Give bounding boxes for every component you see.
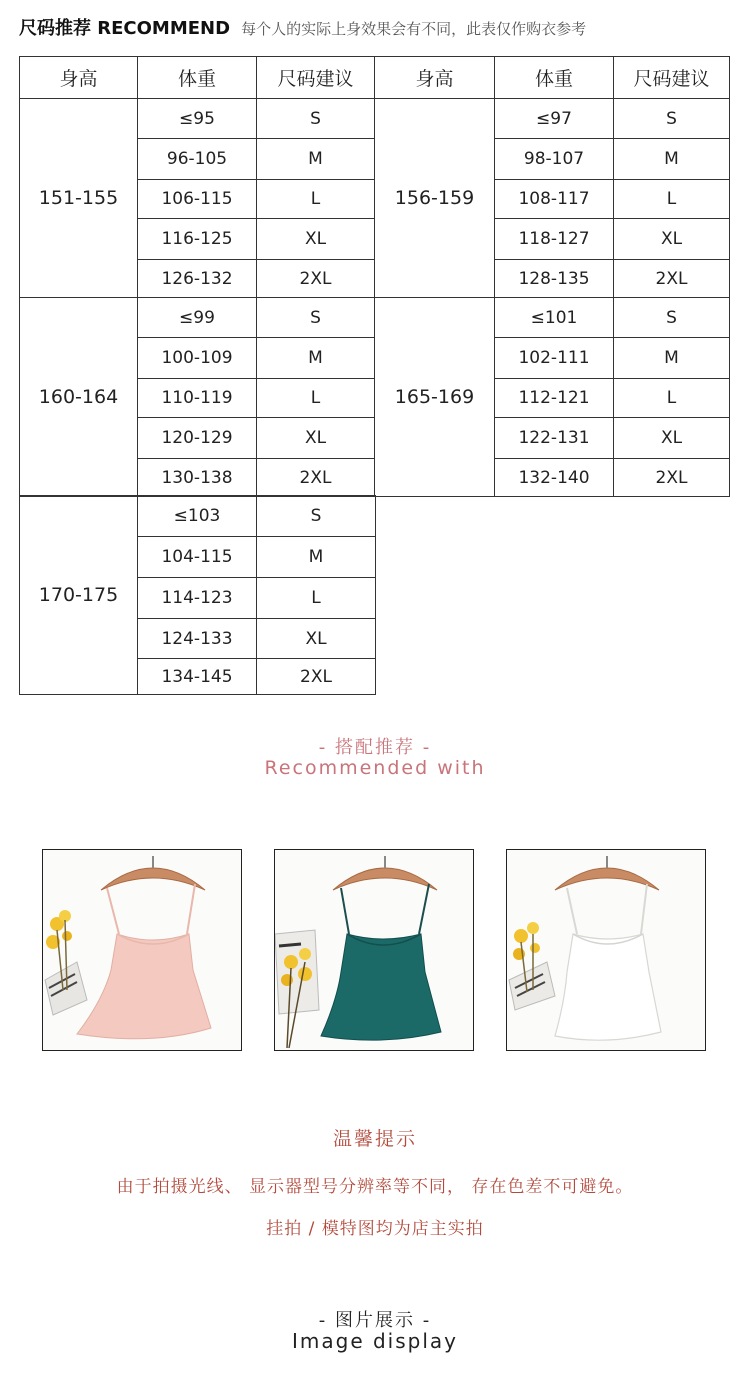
- size-table-main: [19, 56, 730, 497]
- size-cell: S: [614, 99, 730, 139]
- size-cell: L: [614, 379, 730, 418]
- weight-cell: 134-145: [138, 659, 257, 695]
- weight-cell: 132-140: [495, 459, 614, 497]
- product-photo-pink[interactable]: [42, 849, 242, 1051]
- size-table-extra: [19, 495, 376, 695]
- size-cell: S: [257, 298, 375, 338]
- tips-color-note: 由于拍摄光线、 显示器型号分辨率等不同， 存在色差不可避免。: [116, 1177, 634, 1197]
- header-height: 身高: [20, 57, 138, 99]
- size-cell: XL: [257, 418, 375, 459]
- weight-cell: 108-117: [495, 180, 614, 219]
- size-cell: M: [257, 338, 375, 379]
- weight-cell: 114-123: [138, 578, 257, 619]
- size-cell: XL: [614, 418, 730, 459]
- size-cell: S: [257, 496, 376, 537]
- page-header: [19, 14, 739, 46]
- weight-cell: 96-105: [138, 139, 257, 180]
- recommend-title-cn: - 搭配推荐 -: [318, 737, 432, 758]
- weight-cell: 112-121: [495, 379, 614, 418]
- flower-vase-icon: [509, 922, 555, 1010]
- height-range-cell: 170-175: [20, 496, 138, 695]
- size-cell: 2XL: [257, 659, 376, 695]
- weight-cell: 104-115: [138, 537, 257, 578]
- weight-cell: 126-132: [138, 260, 257, 298]
- size-cell: S: [614, 298, 730, 338]
- weight-cell: 118-127: [495, 219, 614, 260]
- hanger-icon: [333, 856, 437, 890]
- weight-cell: 110-119: [138, 379, 257, 418]
- flower-vase-icon: [275, 930, 319, 1048]
- size-title: 尺码推荐 RECOMMEND: [19, 18, 231, 39]
- weight-cell: ≤97: [495, 99, 614, 139]
- size-cell: L: [257, 578, 376, 619]
- size-cell: L: [257, 180, 375, 219]
- height-range-cell: 151-155: [20, 99, 138, 298]
- size-cell: M: [257, 537, 376, 578]
- weight-cell: 120-129: [138, 418, 257, 459]
- product-photo-teal[interactable]: [274, 849, 474, 1051]
- camisole-icon: [321, 884, 441, 1040]
- table-row: [20, 298, 730, 338]
- header-size: 尺码建议: [257, 57, 375, 99]
- header-weight: 体重: [138, 57, 257, 99]
- height-range-cell: 160-164: [20, 298, 138, 497]
- table-header-row: [20, 57, 730, 99]
- size-cell: S: [257, 99, 375, 139]
- size-cell: 2XL: [257, 459, 375, 497]
- weight-cell: 102-111: [495, 338, 614, 379]
- size-cell: L: [614, 180, 730, 219]
- table-row: [20, 496, 376, 537]
- display-title-cn: - 图片展示 -: [318, 1310, 432, 1331]
- header-height: 身高: [375, 57, 495, 99]
- height-range-cell: 156-159: [375, 99, 495, 298]
- size-cell: L: [257, 379, 375, 418]
- hanger-icon: [555, 856, 659, 890]
- size-cell: 2XL: [614, 260, 730, 298]
- size-cell: 2XL: [257, 260, 375, 298]
- size-cell: XL: [257, 219, 375, 260]
- weight-cell: 116-125: [138, 219, 257, 260]
- weight-cell: ≤103: [138, 496, 257, 537]
- camisole-icon: [555, 884, 661, 1040]
- header-size: 尺码建议: [614, 57, 730, 99]
- weight-cell: 100-109: [138, 338, 257, 379]
- weight-cell: 122-131: [495, 418, 614, 459]
- tips-photo-note: 挂拍 / 模特图均为店主实拍: [266, 1219, 484, 1239]
- tips-title: 温馨提示: [332, 1128, 417, 1150]
- weight-cell: 124-133: [138, 619, 257, 659]
- size-cell: XL: [614, 219, 730, 260]
- product-photo-white[interactable]: [506, 849, 706, 1051]
- table-row: [20, 99, 730, 139]
- display-title-en: Image display: [291, 1329, 458, 1353]
- recommend-title-en: Recommended with: [264, 757, 486, 779]
- size-cell: M: [614, 139, 730, 180]
- header-weight: 体重: [495, 57, 614, 99]
- height-range-cell: 165-169: [375, 298, 495, 497]
- weight-cell: ≤95: [138, 99, 257, 139]
- size-cell: M: [614, 338, 730, 379]
- hanger-icon: [101, 856, 205, 890]
- size-cell: XL: [257, 619, 376, 659]
- weight-cell: 106-115: [138, 180, 257, 219]
- size-cell: M: [257, 139, 375, 180]
- weight-cell: 128-135: [495, 260, 614, 298]
- weight-cell: 130-138: [138, 459, 257, 497]
- size-cell: 2XL: [614, 459, 730, 497]
- camisole-icon: [77, 884, 211, 1039]
- weight-cell: ≤101: [495, 298, 614, 338]
- flower-vase-icon: [45, 910, 87, 1015]
- weight-cell: ≤99: [138, 298, 257, 338]
- size-note: 每个人的实际上身效果会有不同，此表仅作购衣参考: [241, 20, 587, 38]
- weight-cell: 98-107: [495, 139, 614, 180]
